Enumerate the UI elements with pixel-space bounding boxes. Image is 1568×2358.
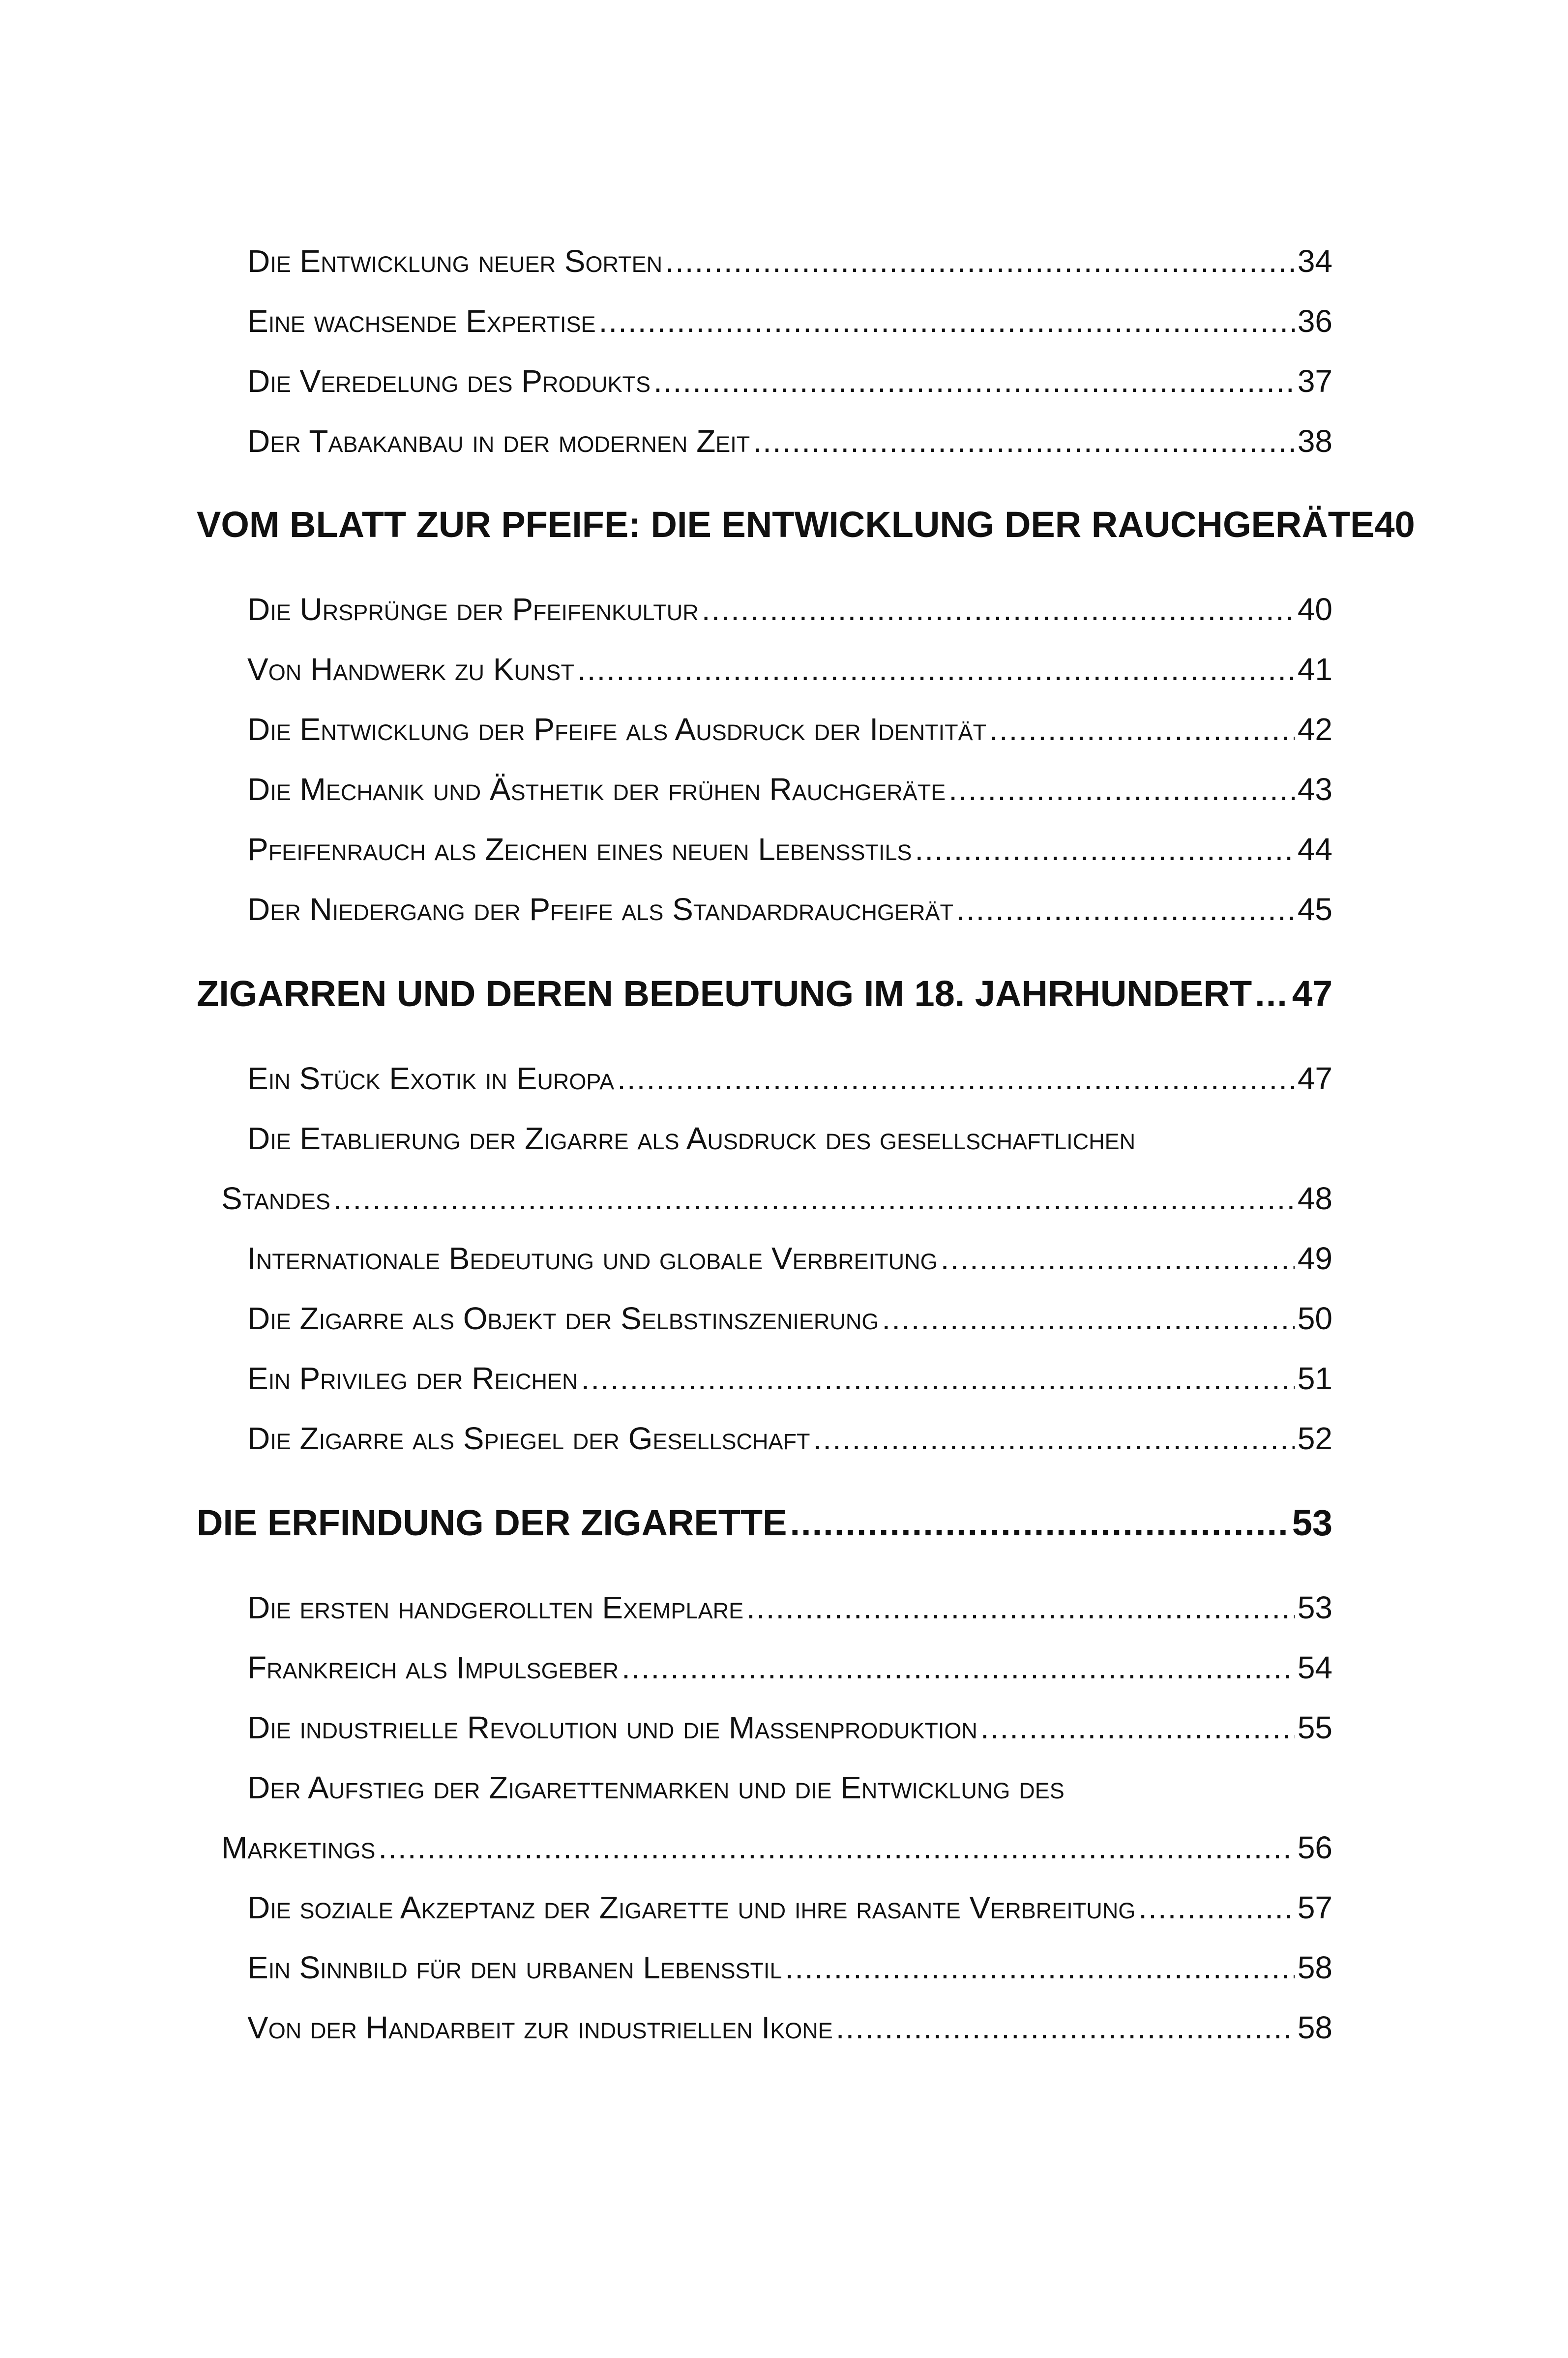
dot-leader (813, 1408, 1294, 1468)
toc-entry-title: Frankreich als Impulsgeber (247, 1650, 619, 1685)
dot-leader (577, 639, 1295, 699)
dot-leader (702, 579, 1295, 639)
dot-leader (333, 1168, 1295, 1228)
toc-entry-title: Die soziale Akzeptanz der Zigarette und ihre rasante Verbreitung (247, 1890, 1136, 1925)
toc-entry-page: 42 (1297, 712, 1332, 747)
toc-entry-title: Die Zigarre als Objekt der Selbstinszenierung (247, 1301, 879, 1336)
dot-leader (836, 1998, 1295, 2058)
dot-leader (989, 699, 1295, 759)
toc-entry-page: 50 (1297, 1301, 1332, 1336)
toc-entry[interactable] (247, 1348, 1332, 1408)
toc-entry[interactable] (247, 1228, 1332, 1288)
toc-entry-title: Internationale Bedeutung und globale Verbreitung (247, 1241, 938, 1276)
toc-entry-title: Pfeifenrauch als Zeichen eines neuen Lebensstils (247, 832, 912, 867)
dot-leader (790, 1493, 1289, 1553)
toc-entry-title-line1: Die Etablierung der Zigarre als Ausdruck des gesellschaftlichen (247, 1121, 1136, 1156)
toc-entry-title: Die industrielle Revolution und die Massenproduktion (247, 1710, 977, 1745)
toc-entry[interactable] (247, 819, 1332, 879)
toc-entry-page: 44 (1297, 832, 1332, 867)
chapter-page: 47 (1292, 973, 1332, 1014)
toc-entry-title: Die Veredelung des Produkts (247, 363, 651, 399)
toc-entry[interactable] (247, 1998, 1332, 2058)
dot-leader (785, 1938, 1295, 1998)
toc-entry-title: Der Tabakanbau in der modernen Zeit (247, 423, 750, 459)
toc-entry[interactable] (247, 1578, 1332, 1638)
toc-entry-page: 38 (1297, 423, 1332, 459)
toc-chapter-heading[interactable] (197, 964, 1332, 1024)
toc-entry[interactable] (247, 1638, 1332, 1698)
toc-chapter-heading[interactable] (197, 495, 1415, 555)
toc-entry-page: 47 (1297, 1061, 1332, 1096)
dot-leader (581, 1348, 1295, 1408)
toc-entry[interactable] (247, 411, 1332, 471)
toc-entry-page: 57 (1297, 1890, 1332, 1925)
toc-entry-title: Die Mechanik und Ästhetik der frühen Rauchgeräte (247, 772, 946, 807)
table-of-contents (197, 231, 1415, 2058)
dot-leader (956, 879, 1295, 939)
dot-leader (746, 1578, 1295, 1638)
toc-entry-title: Die Entwicklung neuer Sorten (247, 243, 663, 279)
toc-entry-title: Der Niedergang der Pfeife als Standardrauchgerät (247, 892, 954, 927)
toc-entry-page: 37 (1297, 363, 1332, 399)
toc-entry[interactable] (247, 351, 1332, 411)
toc-entry-page: 48 (1297, 1181, 1332, 1216)
dot-leader (948, 759, 1295, 819)
toc-entry-title: Ein Privileg der Reichen (247, 1361, 578, 1396)
toc-entry-page: 56 (1297, 1830, 1332, 1865)
toc-entry-page: 58 (1297, 1950, 1332, 1985)
dot-leader (1255, 964, 1289, 1024)
toc-entry-page: 34 (1297, 243, 1332, 279)
toc-entry-page: 51 (1297, 1361, 1332, 1396)
chapter-page: 53 (1292, 1502, 1332, 1543)
dot-leader (599, 291, 1295, 351)
toc-entry-page: 43 (1297, 772, 1332, 807)
toc-entry-wrapped[interactable] (197, 1758, 1332, 1878)
toc-entry-title-line2: Standes (221, 1181, 330, 1216)
toc-entry-page: 49 (1297, 1241, 1332, 1276)
toc-entry-continuation (221, 1818, 1332, 1878)
toc-entry-title-line1: Der Aufstieg der Zigarettenmarken und die Entwicklung des (247, 1770, 1065, 1805)
toc-entry-wrapped[interactable] (197, 1108, 1332, 1228)
toc-entry[interactable] (247, 1048, 1332, 1108)
toc-entry-title: Von der Handarbeit zur industriellen Ikone (247, 2010, 833, 2045)
dot-leader (753, 411, 1295, 471)
toc-entry-title: Von Handwerk zu Kunst (247, 652, 574, 687)
toc-entry-continuation (221, 1168, 1332, 1228)
toc-entry[interactable] (247, 1878, 1332, 1938)
toc-entry[interactable] (247, 291, 1332, 351)
toc-entry-title: Ein Sinnbild für den urbanen Lebensstil (247, 1950, 782, 1985)
toc-chapter-heading[interactable] (197, 1493, 1332, 1553)
chapter-page: 40 (1374, 504, 1415, 545)
dot-leader (941, 1228, 1295, 1288)
toc-entry-title: Ein Stück Exotik in Europa (247, 1061, 615, 1096)
toc-entry-page: 45 (1297, 892, 1332, 927)
chapter-title: ZIGARREN UND DEREN BEDEUTUNG IM 18. JAHRHUNDERT (197, 973, 1252, 1014)
toc-entry[interactable] (247, 879, 1332, 939)
toc-entry-page: 55 (1297, 1710, 1332, 1745)
toc-entry[interactable] (247, 579, 1332, 639)
toc-entry[interactable] (247, 699, 1332, 759)
toc-entry[interactable] (247, 1698, 1332, 1758)
dot-leader (980, 1698, 1295, 1758)
toc-entry-page: 41 (1297, 652, 1332, 687)
dot-leader (617, 1048, 1295, 1108)
toc-entry-title: Die Ursprünge der Pfeifenkultur (247, 592, 699, 627)
toc-entry-page: 58 (1297, 2010, 1332, 2045)
toc-entry-page: 54 (1297, 1650, 1332, 1685)
toc-entry[interactable] (247, 759, 1332, 819)
dot-leader (621, 1638, 1295, 1698)
dot-leader (665, 231, 1295, 291)
toc-entry[interactable] (247, 639, 1332, 699)
toc-entry-title: Eine wachsende Expertise (247, 303, 596, 339)
toc-entry-title: Die ersten handgerollten Exemplare (247, 1590, 744, 1625)
toc-entry-page: 40 (1297, 592, 1332, 627)
dot-leader (1138, 1878, 1295, 1938)
dot-leader (653, 351, 1295, 411)
toc-entry-page: 36 (1297, 303, 1332, 339)
toc-entry-title: Die Entwicklung der Pfeife als Ausdruck der Identität (247, 712, 987, 747)
dot-leader (882, 1288, 1294, 1348)
toc-entry-page: 52 (1297, 1421, 1332, 1456)
dot-leader (378, 1818, 1294, 1878)
toc-entry-page: 53 (1297, 1590, 1332, 1625)
toc-entry[interactable] (247, 1288, 1332, 1348)
toc-entry[interactable] (247, 231, 1332, 291)
toc-entry-title-line2: Marketings (221, 1830, 376, 1865)
toc-entry-title: Die Zigarre als Spiegel der Gesellschaft (247, 1421, 810, 1456)
toc-entry[interactable] (247, 1408, 1332, 1468)
chapter-title: VOM BLATT ZUR PFEIFE: DIE ENTWICKLUNG DER RAUCHGERÄTE (197, 504, 1375, 545)
dot-leader (915, 819, 1295, 879)
toc-entry[interactable] (247, 1938, 1332, 1998)
chapter-title: DIE ERFINDUNG DER ZIGARETTE (197, 1502, 787, 1543)
